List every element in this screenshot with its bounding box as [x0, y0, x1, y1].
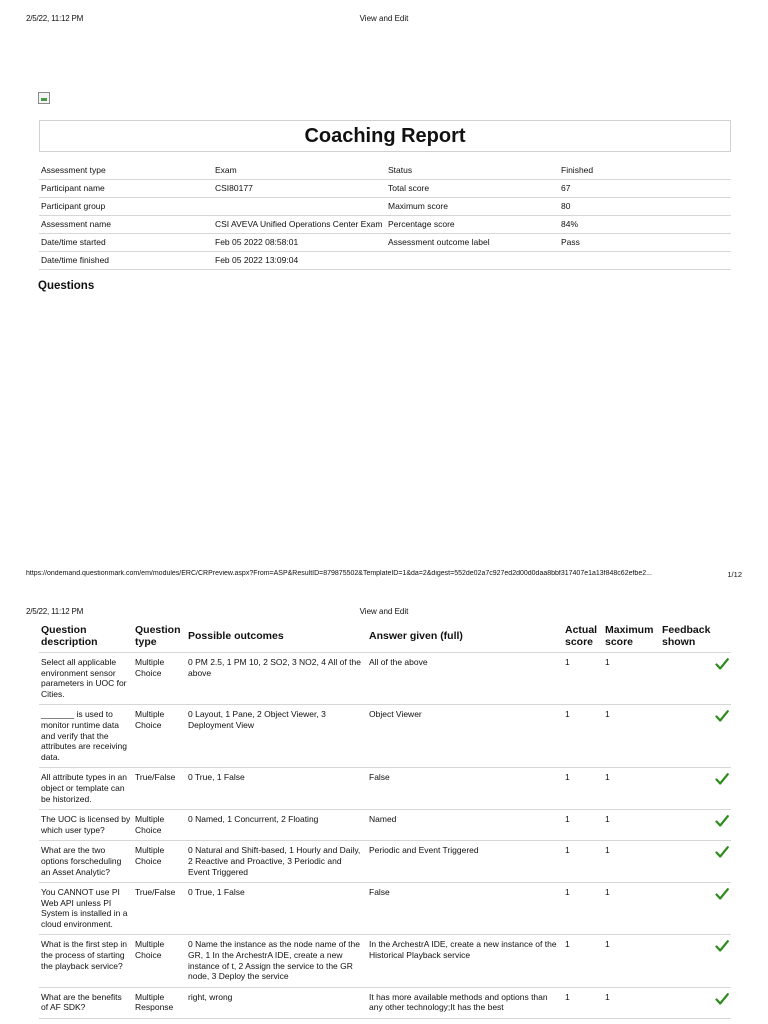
check-icon [715, 772, 729, 786]
actual-score: 1 [563, 768, 603, 810]
column-header-actual-score: Actual score [563, 622, 603, 653]
question-type: True/False [133, 883, 186, 935]
answer-given: Periodic and Event Triggered [367, 841, 563, 883]
check-icon [715, 814, 729, 828]
summary-label: Date/time started [39, 234, 213, 252]
summary-value: Exam [213, 162, 386, 180]
logo-image-placeholder-icon [38, 92, 50, 104]
summary-label: Date/time finished [39, 252, 213, 270]
question-type: Multiple Choice [133, 810, 186, 841]
question-row [39, 883, 731, 935]
summary-value: CSI80177 [213, 180, 386, 198]
column-header-feedback-shown: Feedback shown [660, 622, 731, 653]
summary-value: Pass [559, 234, 731, 252]
maximum-score: 1 [603, 705, 660, 768]
question-description: All attribute types in an object or template can be historized. [39, 768, 133, 810]
summary-value: Finished [559, 162, 731, 180]
question-row [39, 841, 731, 883]
feedback-shown [660, 841, 731, 883]
possible-outcomes: 0 Name the instance as the node name of the GR, 1 In the ArchestrA IDE, create a new instance of t, 2 Assign the service to the GR node, 3 Deploy the service [186, 935, 367, 987]
question-description: Select all applicable environment sensor parameters in UOC for Cities. [39, 653, 133, 705]
check-icon [715, 992, 729, 1006]
report-title: Coaching Report [39, 120, 731, 152]
maximum-score: 1 [603, 987, 660, 1018]
actual-score: 1 [563, 705, 603, 768]
summary-label: Status [386, 162, 559, 180]
question-type: Multiple Choice [133, 935, 186, 987]
actual-score: 1 [563, 987, 603, 1018]
maximum-score: 1 [603, 810, 660, 841]
summary-value [213, 198, 386, 216]
questions-heading: Questions [38, 280, 95, 292]
check-icon [715, 887, 729, 901]
question-description: What is the first step in the process of starting the playback service? [39, 935, 133, 987]
summary-row [39, 252, 731, 270]
print-footer-url: https://ondemand.questionmark.com/em/modules/ERC/CRPreview.aspx?From=ASP&ResultID=879875502&TemplateID=1&da=2&digest=552de02a7c927ed2d00d0daa8bbf317407e1a13f848c62efbe2... [26, 570, 652, 577]
question-description: What are the benefits of AF SDK? [39, 987, 133, 1018]
check-icon [715, 939, 729, 953]
print-header-title: View and Edit [359, 14, 409, 23]
print-footer-page-number: 1/12 [727, 570, 742, 579]
summary-label: Percentage score [386, 216, 559, 234]
questions-table-header-row [39, 622, 731, 653]
summary-label: Assessment outcome label [386, 234, 559, 252]
actual-score: 1 [563, 883, 603, 935]
summary-value: 80 [559, 198, 731, 216]
column-header-question-type: Question type [133, 622, 186, 653]
summary-value: 84% [559, 216, 731, 234]
summary-label: Participant name [39, 180, 213, 198]
question-description: You CANNOT use PI Web API unless PI System is installed in a cloud environment. [39, 883, 133, 935]
question-row [39, 810, 731, 841]
possible-outcomes: right, wrong [186, 987, 367, 1018]
question-type: Multiple Choice [133, 841, 186, 883]
actual-score: 1 [563, 935, 603, 987]
summary-label: Assessment type [39, 162, 213, 180]
summary-table [39, 162, 731, 270]
summary-value: 67 [559, 180, 731, 198]
summary-value: CSI AVEVA Unified Operations Center Exam [213, 216, 386, 234]
summary-value: Feb 05 2022 13:09:04 [213, 252, 386, 270]
possible-outcomes: 0 True, 1 False [186, 768, 367, 810]
summary-label: Participant group [39, 198, 213, 216]
question-row [39, 705, 731, 768]
print-header-title-page2: View and Edit [359, 607, 409, 616]
possible-outcomes: 0 Layout, 1 Pane, 2 Object Viewer, 3 Deployment View [186, 705, 367, 768]
answer-given: Object Viewer [367, 705, 563, 768]
answer-given: All of the above [367, 653, 563, 705]
possible-outcomes: 0 True, 1 False [186, 883, 367, 935]
column-header-answer-given: Answer given (full) [367, 622, 563, 653]
answer-given: Named [367, 810, 563, 841]
question-type: Multiple Choice [133, 705, 186, 768]
question-type: Multiple Response [133, 987, 186, 1018]
summary-value: Feb 05 2022 08:58:01 [213, 234, 386, 252]
question-row [39, 987, 731, 1018]
summary-label: Total score [386, 180, 559, 198]
question-row [39, 935, 731, 987]
summary-row [39, 180, 731, 198]
summary-row [39, 198, 731, 216]
maximum-score: 1 [603, 883, 660, 935]
feedback-shown [660, 883, 731, 935]
question-row [39, 768, 731, 810]
question-description: The UOC is licensed by which user type? [39, 810, 133, 841]
question-description: _______ is used to monitor runtime data and verify that the attributes are receiving data. [39, 705, 133, 768]
maximum-score: 1 [603, 653, 660, 705]
possible-outcomes: 0 Named, 1 Concurrent, 2 Floating [186, 810, 367, 841]
answer-given: False [367, 883, 563, 935]
summary-label [386, 252, 559, 270]
actual-score: 1 [563, 810, 603, 841]
summary-row [39, 234, 731, 252]
check-icon [715, 709, 729, 723]
possible-outcomes: 0 PM 2.5, 1 PM 10, 2 SO2, 3 NO2, 4 All of the above [186, 653, 367, 705]
actual-score: 1 [563, 653, 603, 705]
summary-row [39, 162, 731, 180]
print-header-date: 2/5/22, 11:12 PM [26, 14, 84, 23]
actual-score: 1 [563, 841, 603, 883]
summary-label: Assessment name [39, 216, 213, 234]
feedback-shown [660, 935, 731, 987]
possible-outcomes: 0 Natural and Shift-based, 1 Hourly and Daily, 2 Reactive and Proactive, 3 Periodic and Event Triggered [186, 841, 367, 883]
maximum-score: 1 [603, 935, 660, 987]
question-row [39, 653, 731, 705]
feedback-shown [660, 987, 731, 1018]
column-header-possible-outcomes: Possible outcomes [186, 622, 367, 653]
check-icon [715, 657, 729, 671]
questions-table [39, 622, 731, 1019]
print-header-date-page2: 2/5/22, 11:12 PM [26, 607, 84, 616]
maximum-score: 1 [603, 768, 660, 810]
question-description: What are the two options forscheduling an Asset Analytic? [39, 841, 133, 883]
answer-given: In the ArchestrA IDE, create a new instance of the Historical Playback service [367, 935, 563, 987]
summary-value [559, 252, 731, 270]
maximum-score: 1 [603, 841, 660, 883]
question-type: Multiple Choice [133, 653, 186, 705]
feedback-shown [660, 653, 731, 705]
feedback-shown [660, 768, 731, 810]
answer-given: It has more available methods and options than any other technology;It has the best [367, 987, 563, 1018]
feedback-shown [660, 810, 731, 841]
feedback-shown [660, 705, 731, 768]
question-type: True/False [133, 768, 186, 810]
check-icon [715, 845, 729, 859]
summary-label: Maximum score [386, 198, 559, 216]
answer-given: False [367, 768, 563, 810]
summary-row [39, 216, 731, 234]
column-header-question-description: Question description [39, 622, 133, 653]
column-header-maximum-score: Maximum score [603, 622, 660, 653]
